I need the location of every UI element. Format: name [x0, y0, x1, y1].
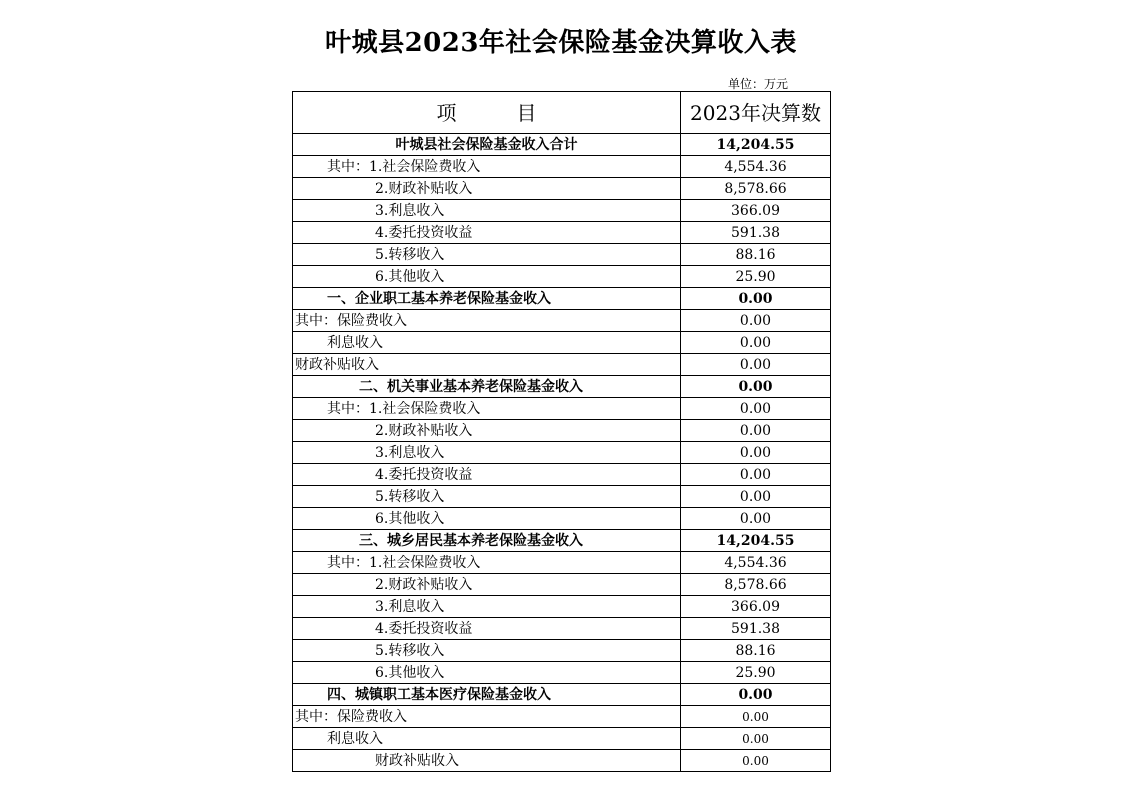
row-label: 叶城县社会保险基金收入合计 — [293, 134, 681, 156]
table-row — [293, 156, 831, 178]
row-label: 5.转移收入 — [293, 640, 681, 662]
row-label: 财政补贴收入 — [293, 354, 681, 376]
table-row — [293, 706, 831, 728]
row-value: 0.00 — [681, 310, 831, 332]
row-value: 0.00 — [681, 442, 831, 464]
table-row — [293, 508, 831, 530]
table-row — [293, 288, 831, 310]
table-row — [293, 618, 831, 640]
table-row — [293, 178, 831, 200]
table-row — [293, 354, 831, 376]
table-row — [293, 486, 831, 508]
row-label: 三、城乡居民基本养老保险基金收入 — [293, 530, 681, 552]
table-row — [293, 640, 831, 662]
table-row — [293, 310, 831, 332]
table-row — [293, 464, 831, 486]
row-value: 88.16 — [681, 244, 831, 266]
row-value: 591.38 — [681, 618, 831, 640]
row-value: 0.00 — [681, 288, 831, 310]
table-row — [293, 332, 831, 354]
row-label: 6.其他收入 — [293, 266, 681, 288]
table-body — [293, 134, 831, 772]
row-value: 591.38 — [681, 222, 831, 244]
row-value: 0.00 — [681, 420, 831, 442]
table-row — [293, 596, 831, 618]
table-header-row — [293, 92, 831, 134]
table-row — [293, 552, 831, 574]
row-label: 5.转移收入 — [293, 244, 681, 266]
row-label: 其中：保险费收入 — [293, 706, 681, 728]
table-row — [293, 750, 831, 772]
row-value: 366.09 — [681, 200, 831, 222]
table-row — [293, 222, 831, 244]
row-label: 利息收入 — [293, 332, 681, 354]
row-value: 0.00 — [681, 684, 831, 706]
row-value: 25.90 — [681, 662, 831, 684]
page-title: 叶城县2023年社会保险基金决算收入表 — [325, 28, 797, 58]
row-value: 0.00 — [681, 486, 831, 508]
row-value: 0.00 — [681, 376, 831, 398]
row-value: 25.90 — [681, 266, 831, 288]
table-row — [293, 134, 831, 156]
row-label: 利息收入 — [293, 728, 681, 750]
row-label: 6.其他收入 — [293, 508, 681, 530]
table-row — [293, 200, 831, 222]
header-value: 2023年决算数 — [681, 92, 831, 134]
row-value: 0.00 — [681, 706, 831, 728]
row-label: 4.委托投资收益 — [293, 222, 681, 244]
row-label: 2.财政补贴收入 — [293, 420, 681, 442]
row-value: 4,554.36 — [681, 156, 831, 178]
row-value: 4,554.36 — [681, 552, 831, 574]
header-item: 项 目 — [293, 92, 681, 134]
row-label: 2.财政补贴收入 — [293, 574, 681, 596]
row-label: 5.转移收入 — [293, 486, 681, 508]
row-label: 其中：保险费收入 — [293, 310, 681, 332]
row-label: 二、机关事业基本养老保险基金收入 — [293, 376, 681, 398]
table-row — [293, 420, 831, 442]
table-row — [293, 530, 831, 552]
row-label: 其中：1.社会保险费收入 — [293, 156, 681, 178]
table-row — [293, 442, 831, 464]
row-value: 8,578.66 — [681, 178, 831, 200]
row-value: 14,204.55 — [681, 134, 831, 156]
row-value: 0.00 — [681, 332, 831, 354]
row-value: 0.00 — [681, 354, 831, 376]
table-row — [293, 728, 831, 750]
row-label: 其中：1.社会保险费收入 — [293, 398, 681, 420]
table-row — [293, 244, 831, 266]
row-label: 财政补贴收入 — [293, 750, 681, 772]
row-label: 3.利息收入 — [293, 442, 681, 464]
table-row — [293, 684, 831, 706]
row-value: 8,578.66 — [681, 574, 831, 596]
row-label: 4.委托投资收益 — [293, 618, 681, 640]
revenue-table — [292, 91, 831, 772]
row-value: 0.00 — [681, 750, 831, 772]
row-label: 四、城镇职工基本医疗保险基金收入 — [293, 684, 681, 706]
row-value: 0.00 — [681, 464, 831, 486]
table-row — [293, 662, 831, 684]
row-value: 0.00 — [681, 508, 831, 530]
row-value: 0.00 — [681, 398, 831, 420]
row-label: 一、企业职工基本养老保险基金收入 — [293, 288, 681, 310]
row-label: 4.委托投资收益 — [293, 464, 681, 486]
unit-label: 单位：万元 — [727, 77, 788, 91]
row-value: 0.00 — [681, 728, 831, 750]
row-label: 3.利息收入 — [293, 200, 681, 222]
row-label: 6.其他收入 — [293, 662, 681, 684]
row-label: 其中：1.社会保险费收入 — [293, 552, 681, 574]
table-row — [293, 398, 831, 420]
row-value: 14,204.55 — [681, 530, 831, 552]
table-row — [293, 574, 831, 596]
row-label: 2.财政补贴收入 — [293, 178, 681, 200]
table-row — [293, 266, 831, 288]
row-value: 366.09 — [681, 596, 831, 618]
row-label: 3.利息收入 — [293, 596, 681, 618]
table-row — [293, 376, 831, 398]
row-value: 88.16 — [681, 640, 831, 662]
